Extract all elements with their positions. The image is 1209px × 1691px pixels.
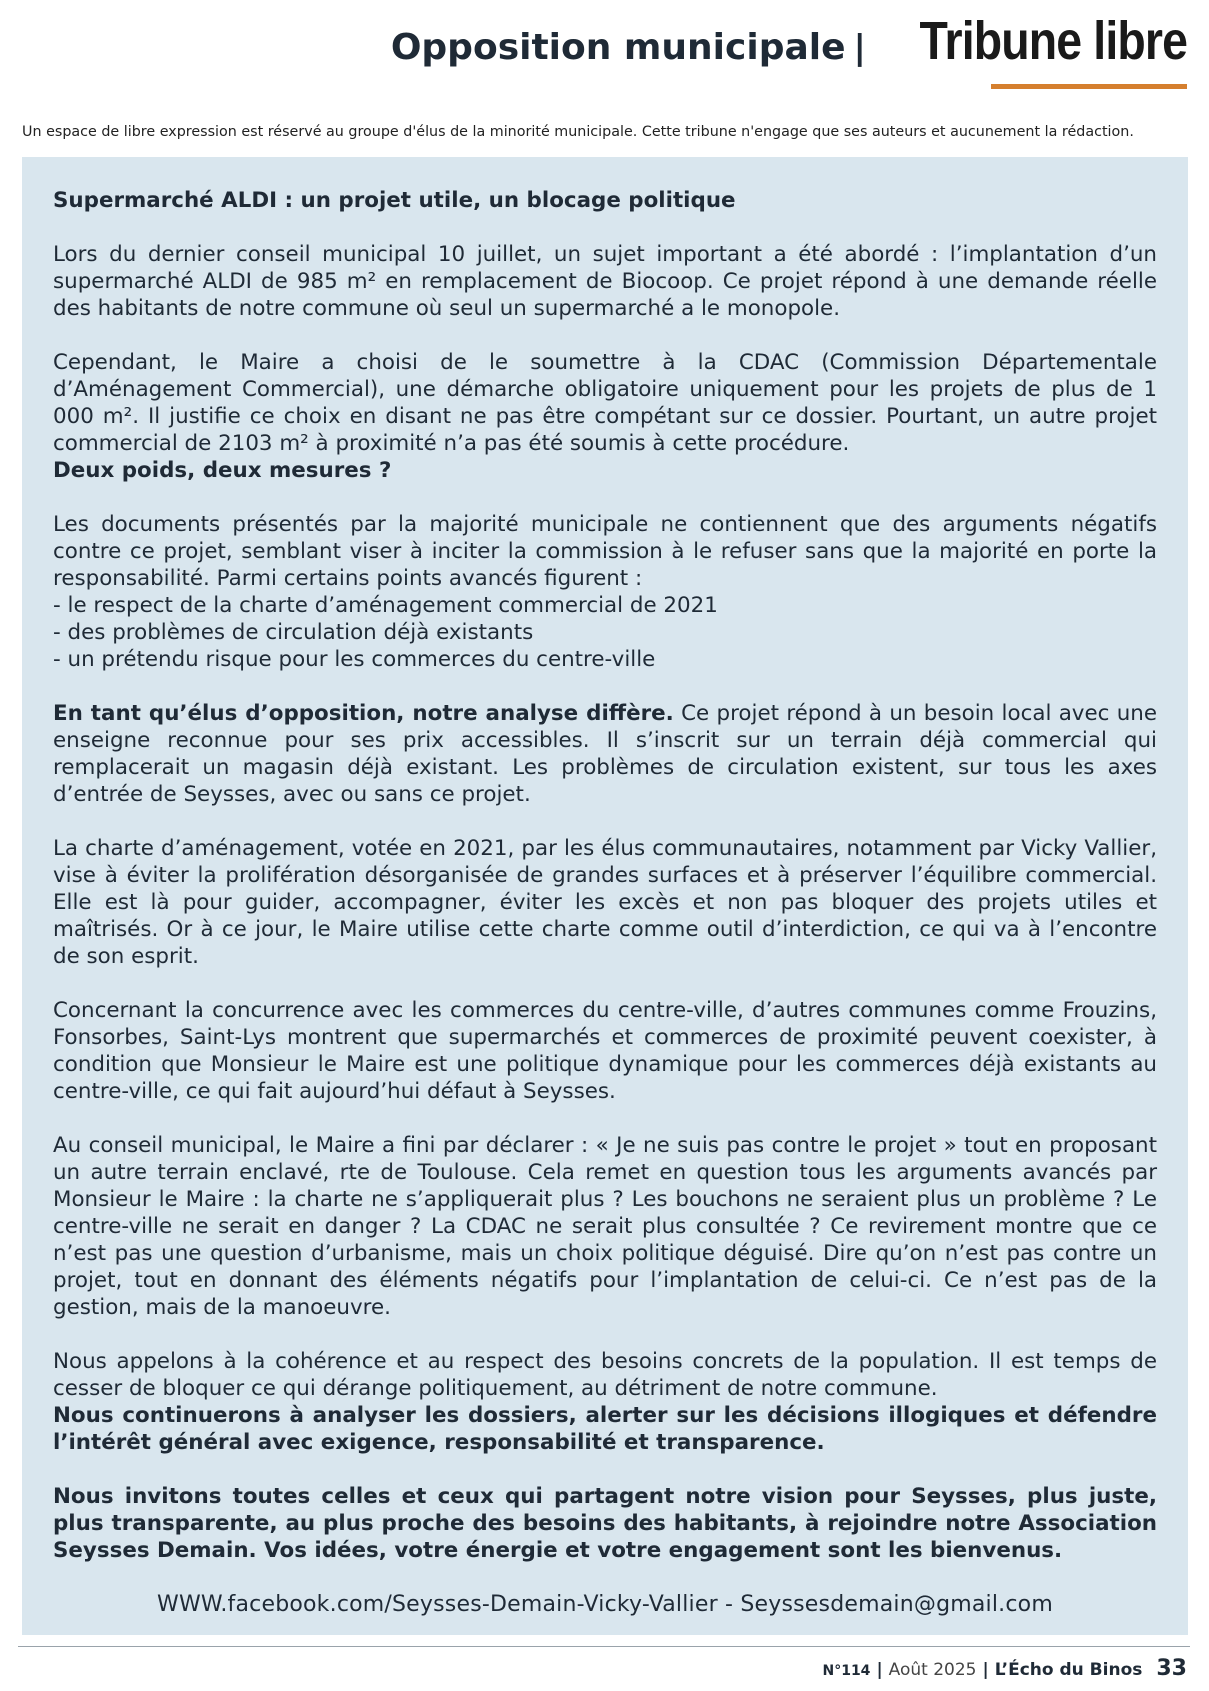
publication-name: L’Écho du Binos bbox=[994, 1660, 1143, 1680]
paragraph-8-emphasis: Nous continuerons à analyser les dossiers, alerter sur les décisions illogiques et défendre l’intérêt général avec exigence, responsabilité et transparence. bbox=[53, 1403, 1157, 1455]
footer-separator: | bbox=[876, 1660, 883, 1680]
paragraph-3: Les documents présentés par la majorité municipale ne contiennent que des arguments négatifs contre ce projet, semblant viser à inciter la commission à le refuser sans que la majorité en porte la responsabilité. Parmi certains points avancés figurent : bbox=[53, 512, 1157, 591]
paragraph-7: Au conseil municipal, le Maire a fini par déclarer : « Je ne suis pas contre le projet » tout en proposant un autre terrain enclavé, rte de Toulouse. Cela remet en question tous les arguments avancés par Monsieur le Maire : la charte ne s’appliquerait plus ? Les bouchons ne seraient plus un problème ? Le centre-ville ne serait en danger ? La CDAC ne serait plus consultée ? Ce revirement montre que ce n’est pas une question d’urbanisme, mais un choix politique déguisé. Dire qu’on n’est pas contre un projet, tout en donnant des éléments négatifs pour l’implantation de celui-ci. Ce n’est pas de la gestion, mais de la manoeuvre. bbox=[53, 1133, 1157, 1320]
paragraph-4-emphasis: En tant qu’élus d’opposition, notre analyse diffère. bbox=[53, 701, 674, 726]
page-header bbox=[391, 10, 1187, 72]
issue-number: N°114 bbox=[822, 1663, 871, 1679]
page-number: 33 bbox=[1156, 1656, 1187, 1681]
list-item: - un prétendu risque pour les commerces du centre-ville bbox=[53, 647, 656, 672]
article-panel bbox=[22, 157, 1188, 1635]
paragraph-2: Cependant, le Maire a choisi de le soumettre à la CDAC (Commission Départementale d’Aménagement Commercial), une démarche obligatoire uniquement pour les projets de plus de 1 000 m². Il justifie ce choix en disant ne pas être compétant sur ce dossier. Pourtant, un autre projet commercial de 2103 m² à proximité n’a pas été soumis à cette procédure. bbox=[53, 350, 1157, 456]
page-title: Tribune libre bbox=[919, 11, 1187, 71]
header-separator: | bbox=[853, 28, 866, 68]
issue-date: Août 2025 bbox=[888, 1660, 977, 1680]
disclaimer: Un espace de libre expression est réservé au groupe d'élus de la minorité municipale. Cette tribune n'engage que ses auteurs et aucunement la rédaction. bbox=[22, 124, 1134, 140]
contact-line: WWW.facebook.com/Seysses-Demain-Vicky-Vallier - Seyssesdemain@gmail.com bbox=[157, 1592, 1053, 1617]
paragraph-5: La charte d’aménagement, votée en 2021, par les élus communautaires, notamment par Vicky Vallier, vise à éviter la prolifération désorganisée de grandes surfaces et à préserver l’équilibre commercial. Elle est là pour guider, accompagner, éviter les excès et non pas bloquer des projets utiles et maîtrisés. Or à ce jour, le Maire utilise cette charte comme outil d’interdiction, ce qui va à l’encontre de son esprit. bbox=[53, 836, 1157, 969]
article-title: Supermarché ALDI : un projet utile, un blocage politique bbox=[53, 188, 736, 213]
paragraph-6: Concernant la concurrence avec les commerces du centre-ville, d’autres communes comme Frouzins, Fonsorbes, Saint-Lys montrent que supermarchés et commerces de proximité peuvent coexister, à condition que Monsieur le Maire est une politique dynamique pour les commerces déjà existants au centre-ville, ce qui fait aujourd’hui défaut à Seysses. bbox=[53, 998, 1157, 1104]
list-item: - des problèmes de circulation déjà existants bbox=[53, 620, 534, 645]
paragraph-2-emphasis: Deux poids, deux mesures ? bbox=[53, 458, 392, 483]
section-label: Opposition municipale bbox=[390, 27, 846, 68]
paragraph-4 bbox=[53, 700, 1157, 808]
list-item: - le respect de la charte d’aménagement commercial de 2021 bbox=[53, 593, 718, 618]
paragraph-9: Nous invitons toutes celles et ceux qui partagent notre vision pour Seysses, plus juste, plus transparente, au plus proche des besoins des habitants, à rejoindre notre Association Seysses Demain. Vos idées, votre énergie et votre engagement sont les bienvenus. bbox=[53, 1484, 1157, 1563]
page-footer bbox=[822, 1656, 1187, 1681]
footer-separator: | bbox=[982, 1660, 989, 1680]
title-accent-bar bbox=[991, 84, 1187, 89]
footer-divider bbox=[18, 1646, 1190, 1647]
paragraph-4-text: Ce projet répond à un besoin local avec une enseigne reconnue pour ses prix accessibles. Il s’inscrit sur un terrain déjà commercial qui remplacerait un magasin déjà existant. Les problèmes de circulation existent, sur tous les axes d’entrée de Seysses, avec ou sans ce projet. bbox=[53, 701, 1157, 807]
paragraph-8: Nous appelons à la cohérence et au respect des besoins concrets de la population. Il est temps de cesser de bloquer ce qui dérange politiquement, au détriment de notre commune. bbox=[53, 1349, 1157, 1401]
paragraph-1: Lors du dernier conseil municipal 10 juillet, un sujet important a été abordé : l’implantation d’un supermarché ALDI de 985 m² en remplacement de Biocoop. Ce projet répond à une demande réelle des habitants de notre commune où seul un supermarché a le monopole. bbox=[53, 242, 1157, 321]
